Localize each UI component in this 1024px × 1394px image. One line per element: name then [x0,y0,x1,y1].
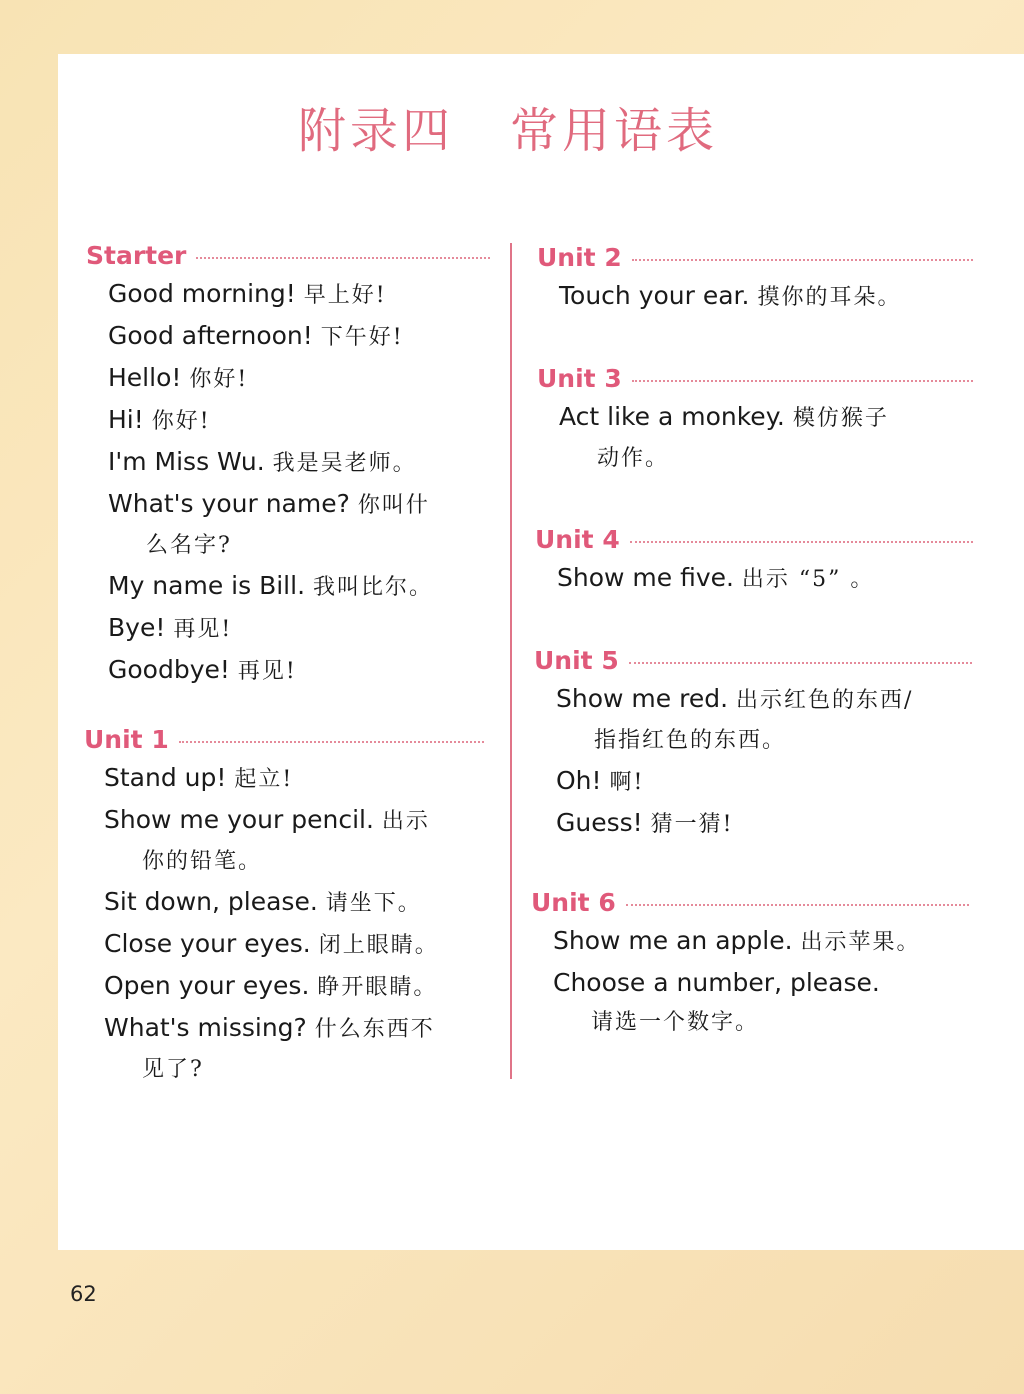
phrase-item [108,608,490,650]
section-header [535,522,973,556]
section-unit-1 [84,722,484,1090]
phrase-cn: 出示红色的东西/ [735,688,914,713]
phrase-list [537,397,973,479]
section-title: Starter [86,240,187,270]
phrase-en: Choose a number, please. [553,968,880,997]
phrase-cn: 出示苹果。 [800,930,921,955]
section-unit-2 [537,240,973,318]
section-title: Unit 2 [537,242,622,272]
section-title: Unit 6 [531,887,616,917]
phrase-en: Touch your ear. [559,281,750,310]
phrase-en: Show me your pencil. [104,805,374,834]
page-title [58,92,958,161]
phrase-item [559,276,973,318]
phrase-en: Show me red. [556,684,729,713]
phrase-list [537,276,973,318]
column-divider [510,243,512,1079]
phrase-cn-continued: 请选一个数字。 [591,1010,760,1035]
phrase-list [534,679,972,845]
phrase-en: Show me an apple. [553,926,793,955]
phrase-cn: 闭上眼睛。 [318,933,439,958]
phrase-en: Sit down, please. [104,887,318,916]
phrase-cn: 出示 “5” 。 [741,567,875,592]
phrase-item [556,761,972,803]
phrase-en: Hi! [108,405,144,434]
dotted-rule [632,380,973,382]
phrase-en: Goodbye! [108,655,230,684]
phrase-cn: 你叫什 [357,493,430,518]
phrase-en: I'm Miss Wu. [108,447,265,476]
phrase-en: What's your name? [108,489,350,518]
section-unit-6 [531,885,969,1043]
dotted-rule [632,259,973,261]
phrase-item [104,966,484,1008]
phrase-item [108,566,490,608]
phrase-item [104,1008,484,1090]
phrase-cn: 再见! [173,617,233,642]
phrase-cn: 猜一猜! [650,812,734,837]
phrase-cn-continued: 指指红色的东西。 [594,728,787,753]
phrase-en: Open your eyes. [104,971,310,1000]
phrase-item [108,316,490,358]
phrase-list [84,758,484,1090]
phrase-item [108,400,490,442]
phrase-cn: 什么东西不 [314,1017,435,1042]
dotted-rule [630,541,973,543]
phrase-cn: 啊! [609,770,645,795]
phrase-en: Oh! [556,766,602,795]
phrase-item [556,679,972,761]
title-part-2: 常用语表 [510,103,719,159]
section-unit-3 [537,361,973,479]
section-header [537,240,973,274]
phrase-item [108,358,490,400]
phrase-list [535,558,973,600]
phrase-en: Bye! [108,613,166,642]
phrase-item [104,800,484,882]
phrase-en: Act like a monkey. [559,402,785,431]
phrase-item [108,650,490,692]
phrase-en: Close your eyes. [104,929,311,958]
phrase-en: What's missing? [104,1013,307,1042]
phrase-en: Good afternoon! [108,321,313,350]
phrase-cn-continued: 见了? [142,1057,204,1082]
phrase-cn-continued: 你的铅笔。 [142,849,263,874]
phrase-item [104,758,484,800]
phrase-en: Show me five. [557,563,734,592]
phrase-cn: 你好! [151,409,211,434]
dotted-rule [179,741,484,743]
phrase-en: Stand up! [104,763,227,792]
dotted-rule [626,904,969,906]
section-unit-4 [535,522,973,600]
phrase-item [108,442,490,484]
phrase-item [557,558,973,600]
phrase-cn: 请坐下。 [325,891,422,916]
phrase-item [556,803,972,845]
section-starter [86,238,490,692]
title-part-1: 附录四 [297,103,454,159]
phrase-en: Good morning! [108,279,296,308]
phrase-en: My name is Bill. [108,571,306,600]
phrase-item [104,924,484,966]
phrase-item [553,963,969,1043]
phrase-cn-continued: 么名字? [146,533,232,558]
section-title: Unit 5 [534,645,619,675]
phrase-item [553,921,969,963]
phrase-item [104,882,484,924]
phrase-cn: 下午好! [320,325,404,350]
section-header [86,238,490,272]
section-header [84,722,484,756]
section-unit-5 [534,643,972,845]
phrase-cn: 我叫比尔。 [312,575,433,600]
section-header [531,885,969,919]
dotted-rule [629,662,972,664]
dotted-rule [196,257,490,259]
phrase-cn: 摸你的耳朵。 [757,285,902,310]
phrase-cn: 你好! [189,367,249,392]
phrase-cn: 再见! [237,659,297,684]
phrase-cn: 模仿猴子 [792,406,889,431]
phrase-item [559,397,973,479]
phrase-item [108,274,490,316]
phrase-cn: 睁开眼睛。 [317,975,438,1000]
section-title: Unit 3 [537,363,622,393]
phrase-cn-continued: 动作。 [597,446,670,471]
section-title: Unit 4 [535,524,620,554]
phrase-list [531,921,969,1043]
phrase-en: Hello! [108,363,182,392]
section-title: Unit 1 [84,724,169,754]
page-number: 62 [70,1282,97,1306]
section-header [534,643,972,677]
phrase-cn: 我是吴老师。 [272,451,417,476]
phrase-cn: 出示 [381,809,430,834]
phrase-item [108,484,490,566]
phrase-en: Guess! [556,808,643,837]
phrase-cn: 早上好! [303,283,387,308]
section-header [537,361,973,395]
phrase-cn: 起立! [234,767,294,792]
phrase-list [86,274,490,692]
